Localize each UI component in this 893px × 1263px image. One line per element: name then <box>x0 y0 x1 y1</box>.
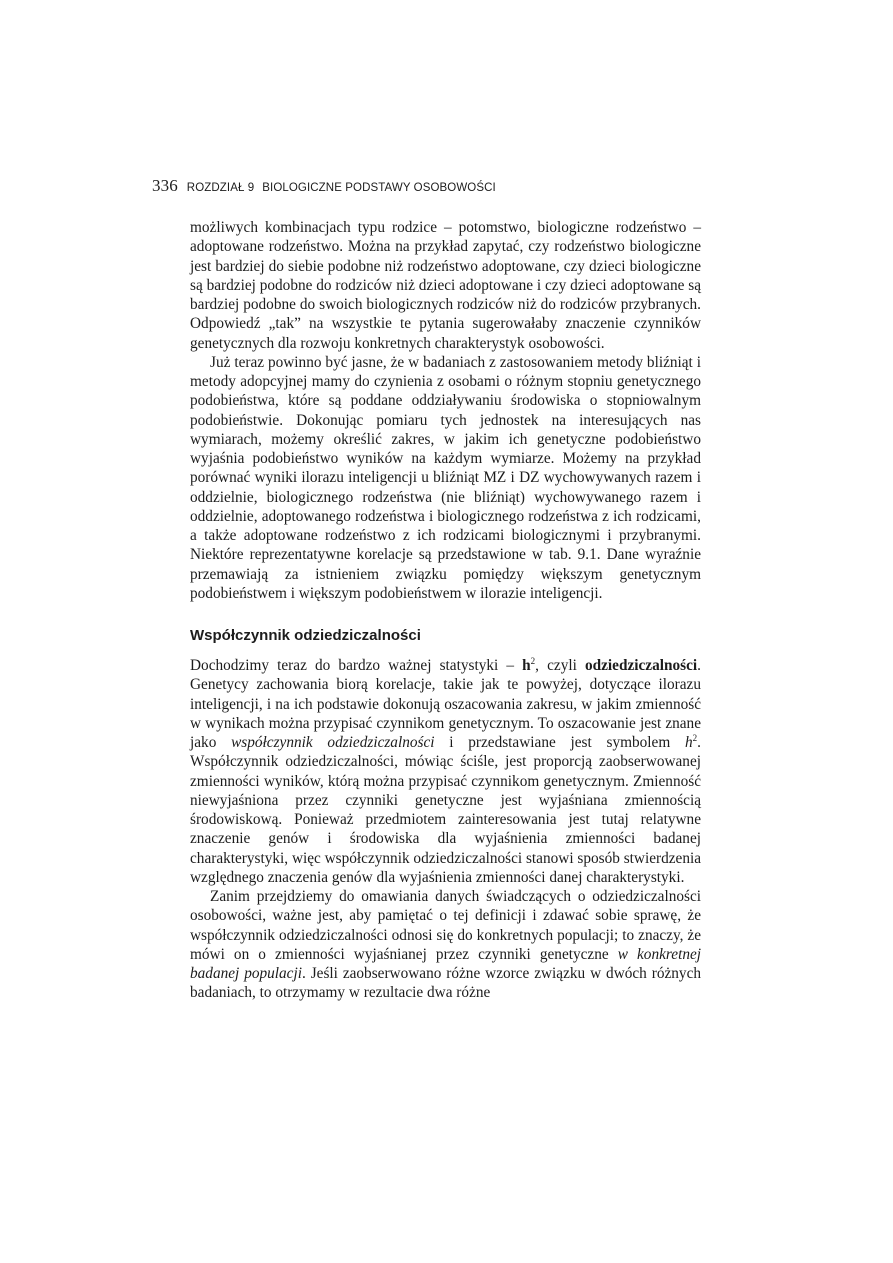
section-heading: Współczynnik odziedziczalności <box>190 627 421 644</box>
paragraph-continued: możliwych kombinacjach typu rodzice – potomstwo, biologiczne rodzeństwo – adoptowane rodzeństwo. Można na przykład zapytać, czy rodzeństwo biologiczne jest bardziej do siebie podobne niż rodzeństwo adoptowane, czy dzieci biologiczne są bardziej podobne do rodziców niż dzieci adoptowane i czy dzieci adoptowane są bardziej podobne do swoich biologicznych rodziców niż do rodziców przybranych. Odpowiedź „tak” na wszystkie te pytania sugerowałaby znaczenie czynników genetycznych dla rozwoju konkretnych charakterystyk osobowości. <box>190 219 701 352</box>
chapter-title: BIOLOGICZNE PODSTAWY OSOBOWOŚCI <box>262 182 496 194</box>
main-text <box>190 218 701 1003</box>
paragraph-heritability: Dochodzimy teraz do bardzo ważnej statystyki – $h^2$, czyli odziedziczalności. Genetycy zachowania biorą korelacje, takie jak te powyżej, dotyczące ilorazu inteligencji, i na ich podstawie dokonują oszacowania zakresu, w jakim zmienność w wynikach można przypisać czynnikom genetycznym. To oszacowanie jest znane jako współczynnik odziedziczalności i przedstawiane jest symbolem $h^2$. Współczynnik odziedziczalności, mówiąc ściśle, jest proporcją zaobserwowanej zmienności wyników, którą można przypisać czynnikom genetycznym. Zmienność niewyjaśniona przez czynniki genetyczne jest wyjaśniana zmiennością środowiskową. Ponieważ przedmiotem zainteresowania jest tutaj relatywne znaczenie genów i środowiska dla wyjaśnienia zmienności badanej charakterystyki, więc współczynnik odziedziczalności stanowi sposób stwierdzenia względnego znaczenia genów dla wyjaśnienia zmienności danej charakterystyki. <box>190 655 702 886</box>
key-term: odziedziczalności <box>584 657 698 674</box>
italic-phrase: w konkretnej badanej populacji <box>190 945 702 982</box>
paragraph-population: Zanim przejdziemy do omawiania danych świadczących o odziedziczalności osobowości, ważne jest, aby pamiętać o tej definicji i zdawać sobie sprawę, że współczynnik odziedziczalności odnosi się do konkretnych populacji; to znaczy, że mówi on o zmienności wyjaśnianej przez czynniki genetyczne w konkretnej badanej populacji. Jeśli zaobserwowano różne wzorce związku w dwóch różnych badaniach, to otrzymamy w rezultacie dwa różne <box>190 888 702 1002</box>
paragraph-methods: Już teraz powinno być jasne, że w badaniach z zastosowaniem metody bliźniąt i metody adopcyjnej mamy do czynienia z osobami o różnym stopniu genetycznego podobieństwa, które są poddane oddziaływaniu środowiska o stopniowalnym podobieństwie. Dokonując pomiaru tych jednostek na interesujących nas wymiarach, możemy określić zakres, w jakim ich genetyczne podobieństwo wyjaśnia podobieństwo wyników na każdym wymiarze. Możemy na przykład porównać wyniki ilorazu inteligencji u bliźniąt MZ i DZ wychowywanych razem i oddzielnie, biologicznego rodzeństwa (nie bliźniąt) wychowywanego razem i oddzielnie, adoptowanego rodzeństwa i biologicznego rodzeństwa z ich rodzicami, a także adoptowane rodzeństwo z ich rodzicami biologicznymi i przybranymi. Niektóre reprezentatywne korelacje są przedstawione w tab. 9.1. Dane wyraźnie przemawiają za istnieniem związku pomiędzy większym genetycznym podobieństwem i większym podobieństwem w ilorazie inteligencji. <box>190 353 701 602</box>
chapter-label: ROZDZIAŁ 9 <box>186 182 255 194</box>
italic-term: współczynnik odziedziczalności <box>231 734 435 751</box>
page-number: 336 <box>152 176 178 195</box>
running-header <box>152 176 712 196</box>
